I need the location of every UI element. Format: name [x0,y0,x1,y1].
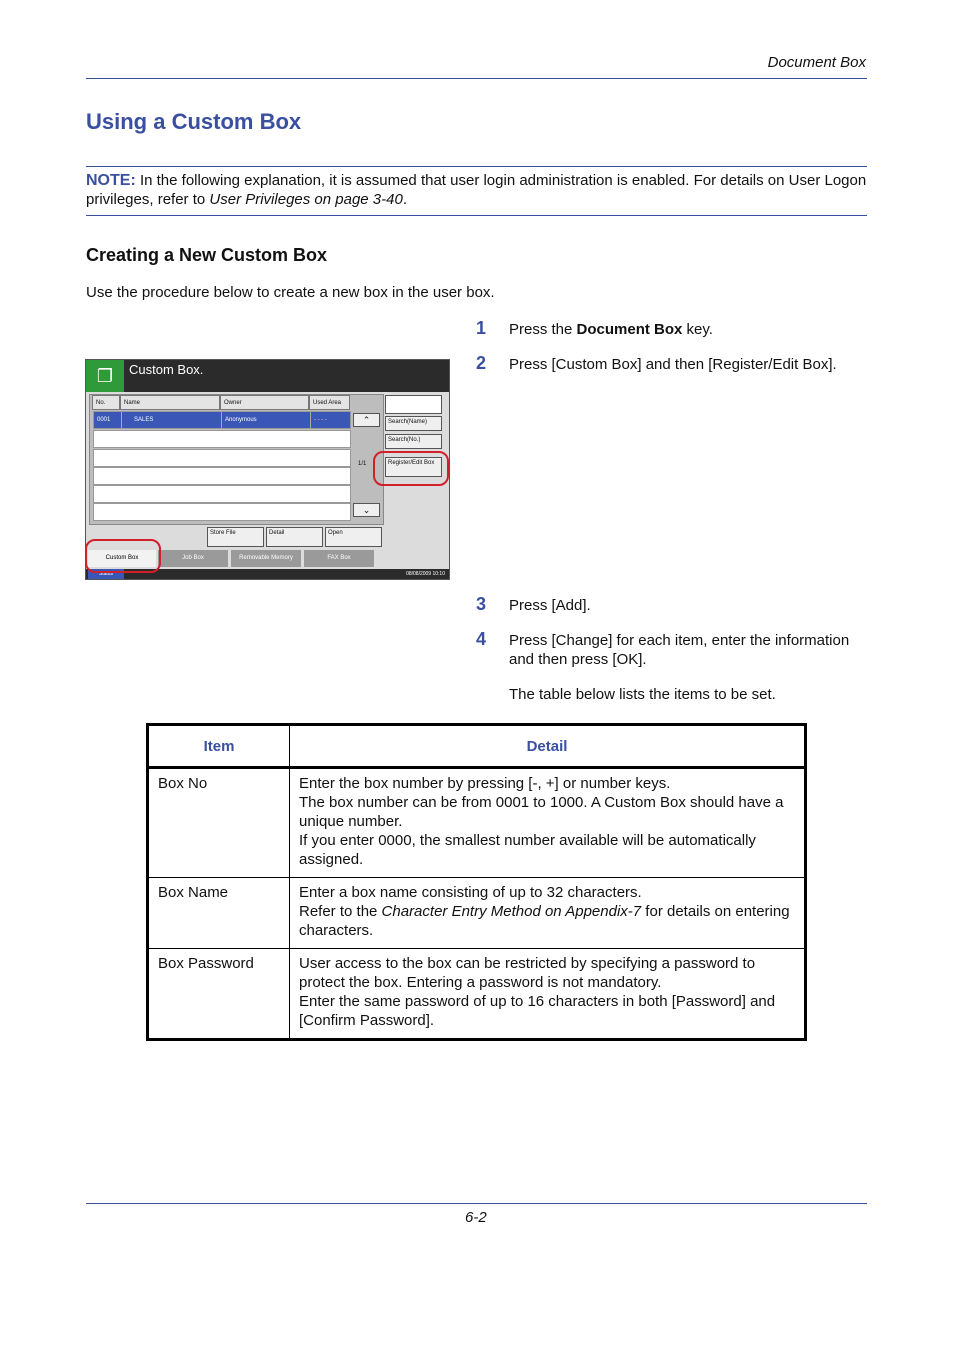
detail-line: The box number can be from 0001 to 1000. A Custom Box should have a unique number. [299,794,784,830]
column-header-owner[interactable]: Owner [220,395,309,410]
highlight-register-edit [373,451,449,486]
empty-row[interactable] [93,449,351,467]
step-1-pre: Press the [509,321,577,338]
row-used-area: - - - - [314,417,327,423]
step-text-4: Press [Change] for each item, enter the information and then press [OK]. [509,632,850,668]
box-list-panel [89,394,384,525]
item-cell: Box Password [148,949,290,1040]
page-indicator: 1/1 [358,461,367,467]
note-reference: User Privileges on page 3-40 [209,191,403,208]
step-number-2: 2 [476,353,487,373]
detail-cell [290,768,806,878]
tab-fax-box[interactable]: FAX Box [304,550,374,567]
row-name: SALES [122,412,222,428]
table-row [148,768,806,878]
box-row[interactable] [93,411,351,429]
search-name-button[interactable]: Search(Name) [385,416,442,431]
step-text-2: Press [Custom Box] and then [Register/Edit Box]. [509,356,837,373]
page-title: Using a Custom Box [86,109,302,134]
table-header-detail: Detail [290,725,806,768]
search-no-button[interactable]: Search(No.) [385,434,442,449]
scroll-down-button[interactable]: ⌄ [353,503,380,517]
empty-row[interactable] [93,503,351,521]
step-1-key: Document Box [576,321,683,338]
note-text: In the following explanation, it is assumed that user login administration is enabled. For details on User Logon privileges, refer to [86,172,867,208]
row-no: 0001 [94,412,122,428]
status-button[interactable]: Status [88,569,124,579]
table-row [148,878,806,949]
empty-row[interactable] [93,430,351,448]
open-button[interactable]: Open [325,527,382,547]
row-owner: Anonymous [222,412,311,428]
step-4-extra: The table below lists the items to be set. [509,686,776,703]
column-header-used-area[interactable]: Used Area [309,395,350,410]
step-number-3: 3 [476,594,487,614]
item-cell: Box No [148,768,290,878]
step-number-1: 1 [476,318,487,338]
highlight-custom-box-tab [85,539,161,573]
item-cell: Box Name [148,878,290,949]
detail-ref-pre: Refer to the [299,903,382,920]
table-header-item: Item [148,725,290,768]
store-file-button[interactable]: Store File [207,527,264,547]
detail-button[interactable]: Detail [266,527,323,547]
step-number-4: 4 [476,629,487,649]
detail-line: If you enter 0000, the smallest number available will be automatically assigned. [299,832,756,868]
tab-custom-box[interactable]: Custom Box [88,550,156,567]
status-datetime: 08/08/2009 10:10 [406,571,445,577]
note-top-rule [86,166,867,167]
page-number: 6-2 [465,1209,487,1226]
screen-title-bar [86,360,449,392]
detail-line: Enter a box name consisting of up to 32 characters. [299,884,642,901]
detail-line: Enter the same password of up to 16 characters in both [Password] and [Confirm Password]. [299,993,776,1029]
register-edit-box-button[interactable]: Register/Edit Box [385,457,442,477]
detail-line: Enter the box number by pressing [-, +] or number keys. [299,775,671,792]
empty-row[interactable] [93,467,351,485]
footer-rule [86,1203,867,1204]
column-header-no[interactable]: No. [92,395,120,410]
step-1-post: key. [682,321,713,338]
header-rule [86,78,867,79]
empty-row[interactable] [93,485,351,503]
scroll-up-button[interactable]: ⌃ [353,413,380,427]
running-header: Document Box [767,54,866,71]
settings-table [146,723,807,1041]
step-text-3: Press [Add]. [509,597,591,614]
detail-line: User access to the box can be restricted by specifying a password to protect the box. Entering a password is not mandatory. [299,955,756,991]
step-text-1 [509,320,869,339]
note-bottom-rule [86,215,867,216]
screen-title: Custom Box. [129,362,204,377]
note-end: . [402,191,408,208]
note-block [86,171,868,209]
detail-reference: Character Entry Method on Appendix-7 [381,903,642,920]
detail-line [299,902,795,940]
search-field[interactable] [385,395,442,414]
section-heading: Creating a New Custom Box [86,245,328,265]
tab-removable-memory[interactable]: Removable Memory [231,550,301,567]
tab-job-box[interactable]: Job Box [158,550,228,567]
intro-text: Use the procedure below to create a new box in the user box. [86,284,495,301]
detail-ref-post: for details on entering characters. [299,903,790,939]
detail-cell [290,878,806,949]
note-label: NOTE: [86,172,136,189]
document-box-icon: ❐ [86,360,124,392]
column-header-name[interactable]: Name [120,395,220,410]
detail-cell [290,949,806,1040]
table-row [148,949,806,1040]
